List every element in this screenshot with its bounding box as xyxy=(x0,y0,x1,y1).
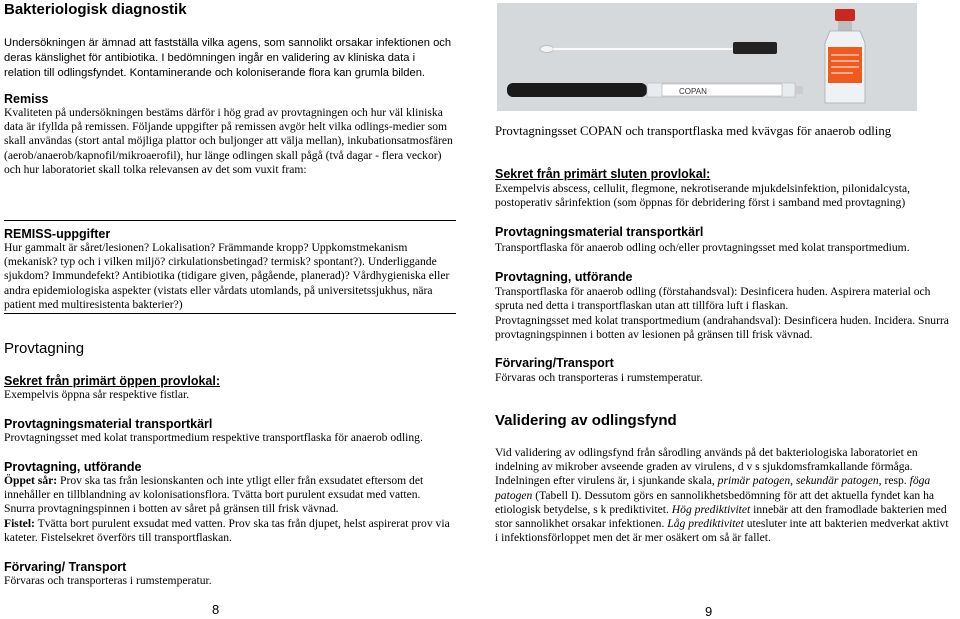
oppet-sar-text: Prov ska tas från lesionskanten och inte ytligt eller från exsudatet eftersom det innehåller en tillblandning av kolonisationsflora. Tvätta bort purulent exsudat med vatten. Snurra provtagningspinnen i botten av såret på gränsen till frisk vävnad. xyxy=(4,474,424,516)
validering-text-c: innebär att den framodlade bakterien med stor sannolikhet orsakar infektionen. xyxy=(495,502,947,531)
sluten-provlokal-text: Exempelvis abscess, cellulit, flegmone, nekrotiserande mjukdelsinfektion, pilonidalcysta, postoperativ sårinfektion (som öppnas för debridering först i samband med provtagning) xyxy=(495,182,911,210)
material-heading-right: Provtagningsmaterial transportkärl xyxy=(495,225,704,239)
remiss-box xyxy=(4,220,456,314)
utforande-heading-right: Provtagning, utförande xyxy=(495,270,633,284)
sekundar-patogen: sekundär patogen, xyxy=(795,474,882,488)
fistel-label: Fistel: xyxy=(4,517,35,530)
oppet-sar-label: Öppet sår: xyxy=(4,474,58,487)
material-text-left: Provtagningsset med kolat transportmedium respektive transportflaska för anaerob odling. xyxy=(4,431,423,444)
remiss-heading: Remiss xyxy=(4,92,49,106)
provtagning-heading: Provtagning xyxy=(4,340,85,357)
foga-patogen: föga patogen xyxy=(495,474,931,502)
validering-text-a: Vid validering av odlingsfynd från sårodling används på det bakteriologiska laboratoriet en indelning av mikrober avseende graden av virulens, d v s sjukdomsframkallande förmåga. Indelningen efter virulens är, i sjunkande skala, xyxy=(495,446,918,488)
validering-heading: Validering av odlingsfynd xyxy=(495,412,677,429)
oppen-provlokal-text: Exempelvis öppna sår respektive fistlar. xyxy=(4,388,190,401)
lag-prediktivitet: Låg prediktivitet xyxy=(667,517,744,531)
forvaring-heading-left: Förvaring/ Transport xyxy=(4,560,127,574)
validering-text-b: (Tabell I). Dessutom görs en sannolikhetsbedömning för att det aktuella fyndet kan ha etiologisk betydelse, s k prediktivitet. xyxy=(495,488,935,516)
copan-label-text: COPAN xyxy=(679,87,707,96)
utforande-text-right-2: Provtagningsset med kolat transportmedium (andrahandsval): Desinficera huden. Incidera. Snurra provtagningspinnen i botten av lesionen på gränsen till frisk vävnad. xyxy=(495,314,949,342)
sluten-provlokal-heading: Sekret från primärt sluten provlokal: xyxy=(495,167,711,181)
forvaring-heading-right: Förvaring/Transport xyxy=(495,356,614,370)
page-title: Bakteriologisk diagnostik xyxy=(4,1,187,18)
intro-text: Undersökningen är ämnad att fastställa vilka agens, som sannolikt orsakar infektionen och deras känslighet för antibiotika. I bedömningen ingår en validering av kliniska data i relation till odlingsfyndet. Kontaminerande och koloniserande flora kan grumla bilden. xyxy=(4,37,452,79)
validering-text-d: utesluter inte att bakterien medverkat aktivt i infektionsförloppet men det är mer osäkert om så är fallet. xyxy=(495,517,949,545)
oppet-sar-paragraph xyxy=(4,474,454,517)
oppen-provlokal-heading: Sekret från primärt öppen provlokal: xyxy=(4,374,221,388)
fistel-text: Tvätta bort purulent exsudat med vatten. Prov ska tas från djupet, helst aspirerat prov via kateter. Fistelsekret överförs till transportflaskan. xyxy=(4,517,450,545)
copan-kit-photo xyxy=(497,3,917,111)
forvaring-text-left: Förvaras och transporteras i rumstemperatur. xyxy=(4,574,212,587)
fistel-paragraph xyxy=(4,517,454,545)
primar-patogen: primär patogen, xyxy=(717,474,794,488)
utforande-text-right-1: Transportflaska för anaerob odling (förstahandsval): Desinficera huden. Aspirera material och spruta ned detta i transportflaskan utan att tillföra luft i flaskan. xyxy=(495,285,931,313)
photo-caption: Provtagningsset COPAN och transportflaska med kvävgas för anaerob odling xyxy=(495,124,892,138)
hog-prediktivitet: Hög prediktivitet xyxy=(671,502,751,516)
validering-paragraph xyxy=(495,446,953,545)
remiss-box-heading: REMISS-uppgifter xyxy=(4,227,111,241)
page-number-left: 8 xyxy=(212,602,220,617)
remiss-text: Kvaliteten på undersökningen bestäms därför i hög grad av provtagningen och hur väl kliniska data är ifyllda på remissen. Följande uppgifter på remissen avgör helt vilka odlings-medier som skall användas (stort antal möjliga plattor och buljonger att välja mellan), inkubationsatmosfären (aerob/anaerob/kapnofil/mikroaerofil), hur länge odlingen skall pågå (två dagar - flera veckor) och hur laboratoriet skall tolka relevansen av det som vuxit fram: xyxy=(4,106,453,176)
forvaring-text-right: Förvaras och transporteras i rumstemperatur. xyxy=(495,371,703,384)
material-text-right: Transportflaska för anaerob odling och/eller provtagningsset med kolat transportmedium. xyxy=(495,241,910,254)
remiss-box-text: Hur gammalt är såret/lesionen? Lokalisation? Främmande kropp? Uppkomstmekanism (mekanisk? typ och i vilken miljö? cirkulationsbetingad? termisk? spontant?). Underliggande sjukdom? Immundefekt? Antibiotika (tidigare given, pågående, planerad)? Vårdhygieniska eller andra epidemiologiska aspekter (vistats eller vårdats utomlands, på universitetssjukhus, nära patient med multiresistenta bakterier?) xyxy=(4,241,450,311)
copan-kit-illustration xyxy=(497,3,917,111)
resp-text: resp. xyxy=(884,474,907,488)
page-number-right: 9 xyxy=(705,604,713,619)
material-heading-left: Provtagningsmaterial transportkärl xyxy=(4,417,213,431)
utforande-heading-left: Provtagning, utförande xyxy=(4,460,142,474)
